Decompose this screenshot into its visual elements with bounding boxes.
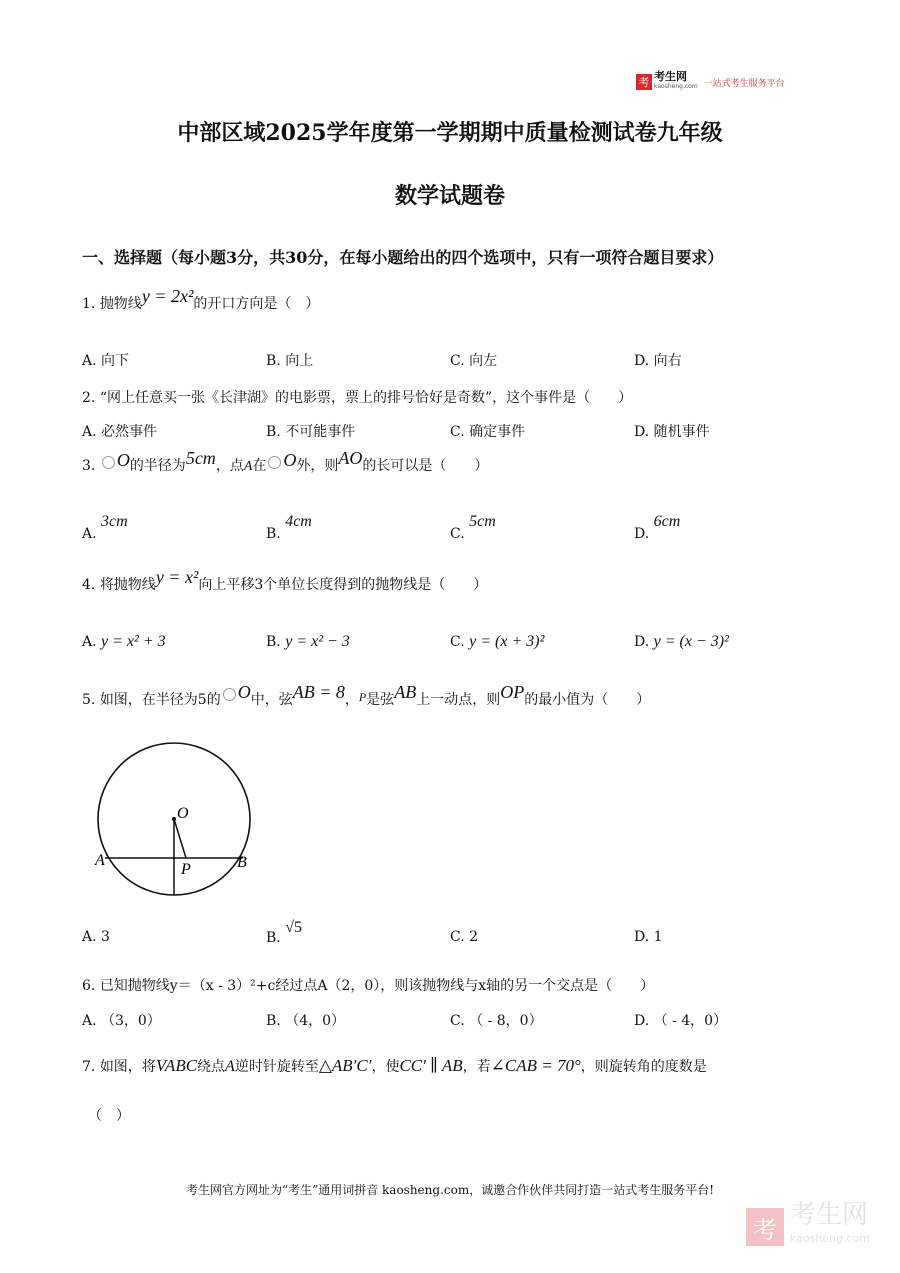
label-p: P <box>181 861 191 878</box>
q2-option-c[interactable] <box>450 421 525 441</box>
option-letter: C. <box>450 1013 465 1029</box>
q6-option-c[interactable] <box>450 1010 543 1030</box>
option-text: （4，0） <box>285 1013 346 1029</box>
q3-radius: 5cm <box>185 448 216 468</box>
option-text: 随机事件 <box>653 424 710 440</box>
option-letter: A. <box>82 1013 97 1029</box>
q5-option-a[interactable] <box>82 929 110 945</box>
option-text: 不可能事件 <box>285 424 356 440</box>
q4-option-a[interactable] <box>82 633 166 651</box>
q6-option-b[interactable] <box>266 1010 345 1030</box>
q5-option-d[interactable] <box>634 929 663 945</box>
option-letter: D. <box>634 634 650 650</box>
q5-op: OP <box>500 682 525 702</box>
option-letter: B. <box>266 353 281 369</box>
option-text: （ - 4，0） <box>653 1013 728 1029</box>
q7-text-2: 绕点 <box>197 1059 226 1075</box>
option-letter: D. <box>634 929 650 945</box>
q3-option-b[interactable] <box>266 513 312 542</box>
q4-option-c[interactable] <box>450 633 544 651</box>
q5-text-5: 上一动点，则 <box>416 692 501 708</box>
q5-chord: AB = 8 <box>292 682 345 702</box>
circle-symbol-icon <box>102 456 115 469</box>
option-text: 5cm <box>469 513 496 530</box>
q6-option-a[interactable] <box>82 1010 161 1030</box>
q6-number: 6. <box>82 978 96 994</box>
q7-text-1: 如图，将 <box>99 1059 156 1075</box>
option-text: y = x² − 3 <box>285 633 350 650</box>
q7-point: A <box>225 1058 235 1075</box>
q1-number: 1. <box>82 296 96 312</box>
q7-text-6: ，则旋转角的度数是 <box>580 1059 707 1075</box>
q3-text-5: 的长可以是（ ） <box>362 458 489 474</box>
q5-circle-figure <box>88 738 258 898</box>
q4-text-post: 向上平移3个单位长度得到的抛物线是（ ） <box>198 577 488 593</box>
option-text: y = x² + 3 <box>101 633 166 650</box>
option-text: （ - 8，0） <box>469 1013 543 1029</box>
q7-number: 7. <box>82 1059 96 1075</box>
q7-text-3: 逆时针旋转至 <box>234 1059 319 1075</box>
q7-parallel: CC′ ∥ AB <box>399 1056 463 1075</box>
q7-triangle: VABC <box>155 1056 198 1075</box>
question-4 <box>82 567 488 594</box>
option-text: 向上 <box>285 353 314 369</box>
page-subtitle: 数学试题卷 <box>394 183 505 209</box>
q4-formula: y = x² <box>155 567 199 587</box>
q3-option-d[interactable] <box>634 513 681 542</box>
circle-symbol-icon <box>223 688 236 701</box>
watermark-name-text: 考生网 <box>789 1200 868 1230</box>
option-letter: C. <box>450 526 465 542</box>
logo-slogan: 一站式考生服务平台 <box>703 78 785 89</box>
q3-point: A <box>243 459 253 474</box>
q2-option-b[interactable] <box>266 421 355 441</box>
q5-text-1: 如图，在半径为5的 <box>99 692 221 708</box>
q5-circle-name: O <box>237 682 251 702</box>
option-text: √5 <box>285 919 302 936</box>
option-letter: B. <box>266 526 281 542</box>
q1-text-pre: 抛物线 <box>99 296 142 312</box>
q6-option-d[interactable] <box>634 1010 727 1030</box>
q3-option-a[interactable] <box>82 513 128 542</box>
logo-domain: kaosheng.com <box>654 83 698 90</box>
q3-circle-name: O <box>116 450 130 470</box>
q5-segment: AB <box>394 682 417 702</box>
logo-name <box>654 72 698 92</box>
watermark-domain: kaosheng.com <box>789 1232 870 1245</box>
option-text: 向左 <box>469 353 498 369</box>
q3-text-4: 外，则 <box>296 458 339 474</box>
option-text: 向右 <box>653 353 682 369</box>
question-2 <box>82 387 632 407</box>
option-letter: B. <box>266 424 281 440</box>
q3-option-c[interactable] <box>450 513 496 542</box>
option-letter: C. <box>450 424 465 440</box>
option-letter: C. <box>450 929 465 945</box>
q2-text: “网上任意买一张《长津湖》的电影票，票上的排号恰好是奇数”，这个事件是（ ） <box>99 390 633 406</box>
question-7 <box>82 1056 707 1076</box>
option-text: 确定事件 <box>469 424 526 440</box>
q5-text-3: ， <box>344 692 359 708</box>
q3-number: 3. <box>82 458 96 474</box>
q7-answer-blank: （ ） <box>88 1108 130 1124</box>
q7-text-5: ，若 <box>462 1059 491 1075</box>
segment-op <box>174 819 186 858</box>
question-1 <box>82 286 320 313</box>
watermark-name <box>789 1200 870 1251</box>
option-text: y = (x + 3)² <box>469 633 545 650</box>
q1-option-b[interactable] <box>266 350 313 370</box>
q1-text-post: 的开口方向是（ ） <box>193 296 320 312</box>
option-text: 向下 <box>101 353 130 369</box>
circle-symbol-icon <box>268 456 281 469</box>
q4-option-d[interactable] <box>634 633 729 651</box>
q6-text: 已知抛物线y＝（x - 3）²+c经过点A（2，0），则该抛物线与x轴的另一个交点是（ ） <box>99 978 655 994</box>
option-letter: D. <box>634 353 650 369</box>
option-letter: A. <box>82 526 97 542</box>
q5-text-4: 是弦 <box>366 692 395 708</box>
q1-option-a[interactable] <box>82 350 129 370</box>
q7-text-4: ，使 <box>371 1059 400 1075</box>
option-letter: D. <box>634 526 650 542</box>
q2-number: 2. <box>82 390 96 406</box>
option-letter: B. <box>266 930 281 946</box>
q3-circle-name-2: O <box>283 450 297 470</box>
q1-option-d[interactable] <box>634 350 682 370</box>
q3-text-3: 在 <box>252 458 267 474</box>
q7-triangle-2: △AB′C′ <box>318 1056 372 1075</box>
label-a: A <box>95 852 105 869</box>
option-text: 6cm <box>653 513 681 530</box>
option-text: y = (x − 3)² <box>653 633 729 650</box>
watermark-icon: 考 <box>746 1208 784 1246</box>
q3-text-2: ，点 <box>215 458 244 474</box>
q4-option-b[interactable] <box>266 633 350 651</box>
section-heading: 一、选择题（每小题3分，共30分，在每小题给出的四个选项中，只有一项符合题目要求） <box>82 248 724 267</box>
label-o: O <box>177 805 189 822</box>
option-text: 3cm <box>101 513 128 530</box>
q5-number: 5. <box>82 692 96 708</box>
q2-option-d[interactable] <box>634 421 710 441</box>
question-6 <box>82 975 654 995</box>
option-letter: A. <box>82 929 97 945</box>
option-letter: A. <box>82 634 97 650</box>
option-letter: B. <box>266 634 281 650</box>
q4-number: 4. <box>82 577 96 593</box>
center-point <box>172 817 176 821</box>
option-text: 2 <box>469 929 479 945</box>
option-text: 3 <box>101 929 110 945</box>
q1-option-c[interactable] <box>450 350 497 370</box>
option-letter: C. <box>450 634 465 650</box>
question-5 <box>82 682 651 709</box>
option-letter: A. <box>82 353 97 369</box>
q5-point: P <box>358 690 367 704</box>
option-letter: B. <box>266 1013 281 1029</box>
option-text: 必然事件 <box>101 424 158 440</box>
logo-icon: 考 <box>636 74 652 90</box>
q3-text-1: 的半径为 <box>129 458 186 474</box>
label-b: B <box>237 854 247 871</box>
option-letter: C. <box>450 353 465 369</box>
q7-angle: ∠CAB = 70° <box>490 1056 581 1075</box>
footer-text: 考生网官方网址为“考生”通用词拼音 kaosheng.com，诚邀合作伙伴共同打造一站式考生服务平台! <box>185 1183 715 1197</box>
option-text: 4cm <box>285 513 312 530</box>
logo-name-text: 考生网 <box>654 70 687 83</box>
header-logo <box>636 72 785 92</box>
q4-text-pre: 将抛物线 <box>99 577 156 593</box>
q2-option-a[interactable] <box>82 421 157 441</box>
page-title: 中部区域2025学年度第一学期期中质量检测试卷九年级 <box>177 120 723 146</box>
option-text: （3，0） <box>101 1013 161 1029</box>
watermark-logo <box>746 1200 870 1251</box>
q1-formula: y = 2x² <box>141 286 194 306</box>
q3-segment: AO <box>338 448 363 468</box>
option-letter: A. <box>82 424 97 440</box>
option-letter: D. <box>634 424 650 440</box>
option-letter: D. <box>634 1013 650 1029</box>
question-3 <box>82 448 489 475</box>
q5-option-c[interactable] <box>450 929 478 945</box>
q5-text-6: 的最小值为（ ） <box>524 692 651 708</box>
option-text: 1 <box>653 929 663 945</box>
q5-option-b[interactable] <box>266 919 302 947</box>
q5-text-2: 中，弦 <box>250 692 293 708</box>
